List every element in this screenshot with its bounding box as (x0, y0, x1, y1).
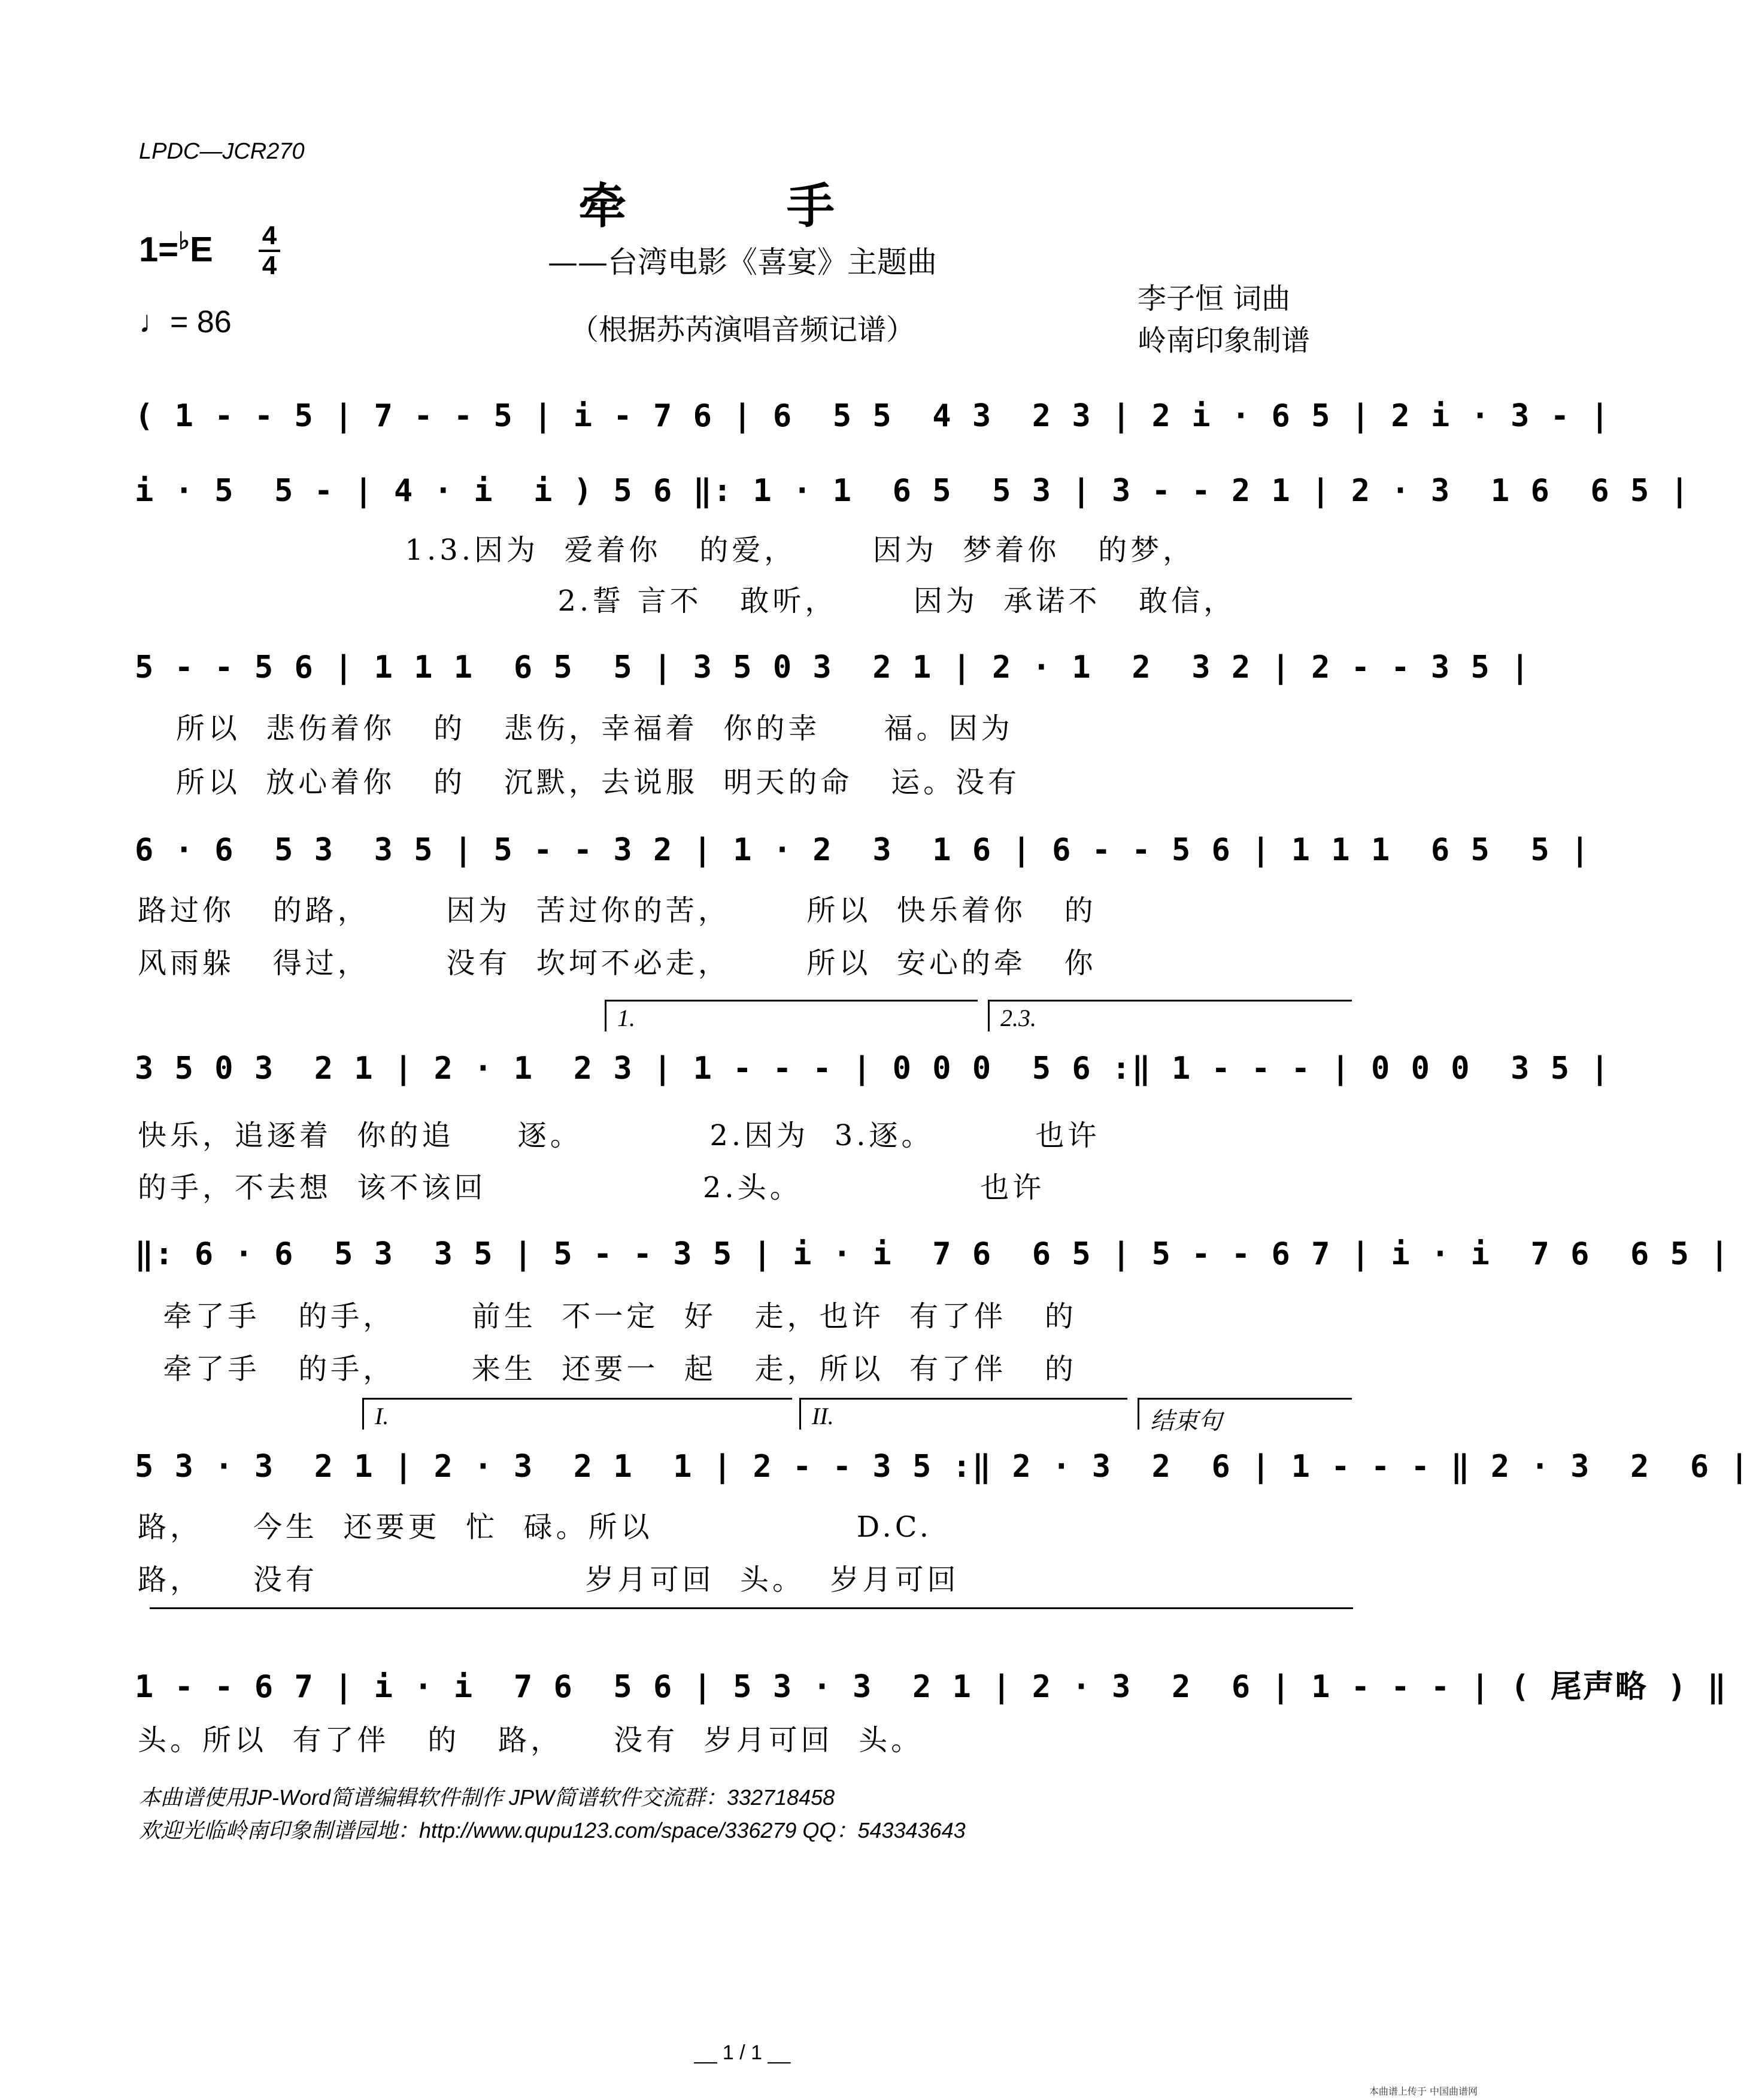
key-note: E (190, 230, 213, 269)
notation-row-7: 5 3 · 3 2 1 | 2 · 3 2 1 1 | 2 - - 3 5 :‖ 2 · 3 2 6 | 1 - - - ‖ 2 · 3 2 6 | (135, 1449, 1750, 1485)
notation-row-5: 3 5 0 3 2 1 | 2 · 1 2 3 | 1 - - - | 0 0 0 5 6 :‖ 1 - - - | 0 0 0 3 5 | (135, 1051, 1611, 1087)
volta-ending-I: I. (362, 1398, 792, 1430)
notation-row-6: ‖: 6 · 6 5 3 3 5 | 5 - - 3 5 | i · i 7 6 6 5 | 5 - - 6 7 | i · i 7 6 6 5 | (135, 1236, 1730, 1272)
song-subtitle: ——台湾电影《喜宴》主题曲 (548, 245, 937, 280)
lyrics-row-3-verse-2: 所以 放心着你 的 沉默，去说服 明天的命 运。没有 (138, 766, 1021, 799)
lyrics-row-4-verse-2: 风雨躲 得过， 没有 坎坷不必走， 所以 安心的牵 你 (138, 946, 1097, 980)
volta-second-third-ending: 2.3. (988, 1000, 1352, 1031)
composer-credit: 李子恒 词曲 (1138, 282, 1291, 315)
volta-closing-phrase: 结束句 (1138, 1398, 1352, 1430)
lyrics-row-5-verse-2: 的手，不去想 该不该回 2.头。 也许 (138, 1171, 1045, 1204)
lyrics-row-8: 头。所以 有了伴 的 路， 没有 岁月可回 头。 (138, 1723, 924, 1757)
page-number: __ 1 / 1 __ (694, 2041, 791, 2064)
time-signature (257, 223, 281, 279)
song-title: 牵 手 (578, 178, 906, 234)
score-code: LPDC—JCR270 (139, 139, 305, 164)
notation-row-4: 6 · 6 5 3 3 5 | 5 - - 3 2 | 1 · 2 3 1 6 | 6 - - 5 6 | 1 1 1 6 5 5 | (135, 832, 1591, 868)
flat-symbol: ♭ (178, 228, 190, 254)
lyrics-row-2-verse-2: 2.誓 言不 敢听， 因为 承诺不 敢信， (138, 584, 1236, 618)
time-signature-top: 4 (262, 221, 277, 250)
time-signature-bottom: 4 (262, 251, 277, 280)
key-signature (139, 227, 213, 269)
lyrics-row-6-verse-1: 牵了手 的手， 前生 不一定 好 走，也许 有了伴 的 (138, 1300, 1077, 1333)
lyrics-row-5-verse-1: 快乐，追逐着 你的追 逐。 2.因为 3.逐。 也许 (138, 1119, 1100, 1152)
notation-row-3: 5 - - 5 6 | 1 1 1 6 5 5 | 3 5 0 3 2 1 | 2 · 1 2 3 2 | 2 - - 3 5 | (135, 650, 1531, 685)
lyrics-row-3-verse-1: 所以 悲伤着你 的 悲伤，幸福着 你的幸 福。因为 (138, 712, 1014, 745)
volta-ending-II: II. (799, 1398, 1127, 1430)
footer-software-note: 本曲谱使用JP-Word简谱编辑软件制作 JPW简谱软件交流群：332718458 (139, 1785, 835, 1810)
notation-row-2: i · 5 5 - | 4 · i i ) 5 6 ‖: 1 · 1 6 5 5 3 | 3 - - 2 1 | 2 · 3 1 6 6 5 | (135, 473, 1690, 509)
tempo-marking: ♩= 86 (139, 305, 232, 339)
key-prefix: 1= (139, 230, 179, 269)
coda-bracket-line (150, 1607, 1353, 1609)
lyrics-row-7-verse-2: 路， 没有 岁月可回 头。 岁月可回 (138, 1563, 960, 1597)
lyrics-row-4-verse-1: 路过你 的路， 因为 苦过你的苦， 所以 快乐着你 的 (138, 894, 1097, 927)
notation-row-8: 1 - - 6 7 | i · i 7 6 5 6 | 5 3 · 3 2 1 | 2 · 3 2 6 | 1 - - - | ( 尾声略 ) ‖ (135, 1669, 1727, 1705)
lyrics-row-6-verse-2: 牵了手 的手， 来生 还要一 起 走，所以 有了伴 的 (138, 1352, 1077, 1386)
footer-website-note: 欢迎光临岭南印象制谱园地：http://www.qupu123.com/space/336279 QQ：543343643 (139, 1818, 966, 1843)
transcription-note: （根据苏芮演唱音频记谱） (569, 313, 915, 347)
notation-row-1: ( 1 - - 5 | 7 - - 5 | i - 7 6 | 6 5 5 4 3 2 3 | 2 i · 6 5 | 2 i · 3 - | (135, 398, 1611, 434)
upload-watermark: 本曲谱上传于 中国曲谱网 (1369, 2086, 1478, 2097)
lyrics-row-2-verse-1: 1.3.因为 爱着你 的爱， 因为 梦着你 的梦， (138, 533, 1196, 567)
arranger-credit: 岭南印象制谱 (1138, 324, 1311, 357)
lyrics-row-7-verse-1: 路， 今生 还要更 忙 碌。所以 D.C. (138, 1510, 933, 1544)
volta-first-ending: 1. (605, 1000, 978, 1031)
